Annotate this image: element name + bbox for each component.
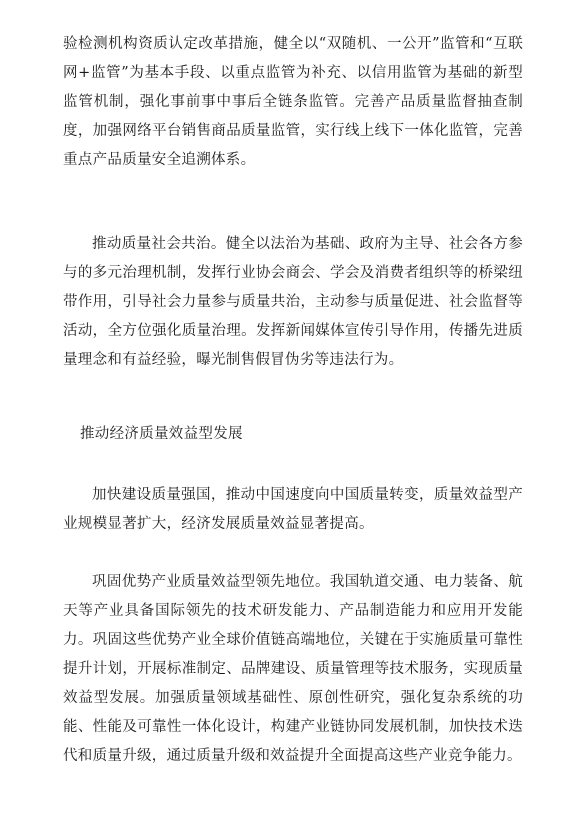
- paragraph-advantage-industries: 巩固优势产业质量效益型领先地位。我国轨道交通、电力装备、航天等产业具备国际领先的技术研发能力、产品制造能力和应用开发能力。巩固这些优势产业全球价值链高端地位，关键在于实施质量可靠性提升计划，开展标准制定、品牌建设、质量管理等技术服务，实现质量效益型发展。加强质量领域基础性、原创性研究，强化复杂系统的功能、性能及可靠性一体化设计，构建产业链协同发展机制，加快技术迭代和质量升级，通过质量升级和效益提升全面提高这些产业竞争能力。: [63, 574, 523, 764]
- paragraph-quality-power: 加快建设质量强国，推动中国速度向中国质量转变，质量效益型产业规模显著扩大，经济发展质量效益显著提高。: [63, 487, 523, 532]
- section-heading: 推动经济质量效益型发展: [80, 426, 243, 442]
- paragraph-social-co-governance: 推动质量社会共治。健全以法治为基础、政府为主导、社会各方参与的多元治理机制，发挥行业协会商会、学会及消费者组织等的桥梁纽带作用，引导社会力量参与质量共治，主动参与质量促进、社会监督等活动，全方位强化质量治理。发挥新闻媒体宣传引导作用，传播先进质量理念和有益经验，曝光制售假冒伪劣等违法行为。: [63, 236, 523, 368]
- paragraph-quality-supervision-continued: 验检测机构资质认定改革措施，健全以“双随机、一公开”监管和“互联网+监管”为基本手段、以重点监管为补充、以信用监管为基础的新型监管机制，强化事前事中事后全链条监管。完善产品质量监督抽查制度，加强网络平台销售商品质量监管，实行线上线下一体化监管，完善重点产品质量安全追溯体系。: [63, 36, 523, 168]
